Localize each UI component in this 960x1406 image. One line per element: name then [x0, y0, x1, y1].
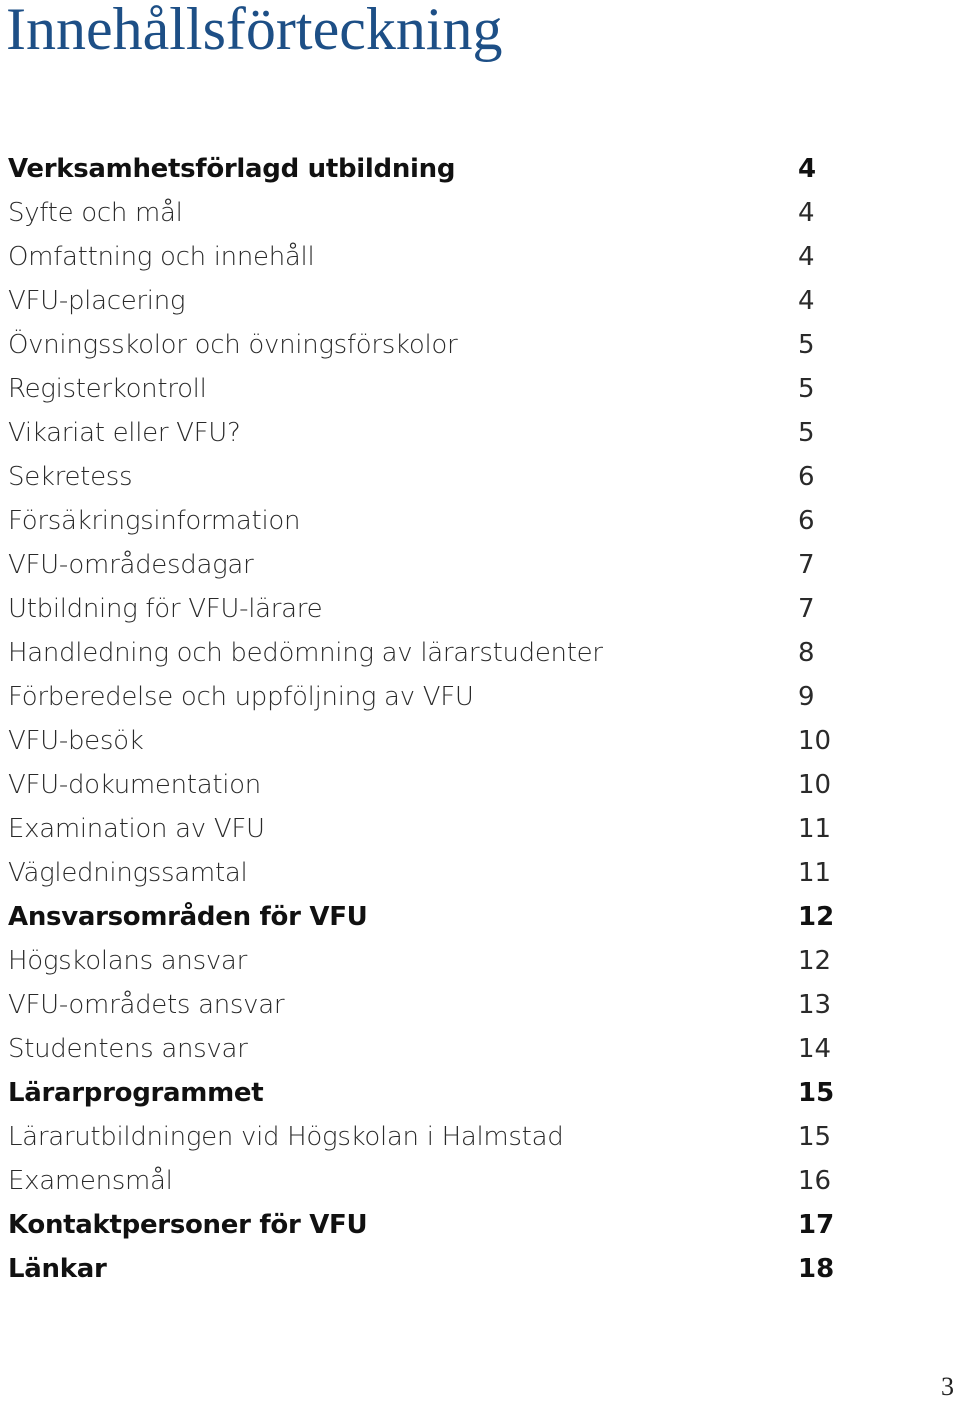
- toc-entry-row[interactable]: [8, 587, 838, 631]
- toc-entry-label: Länkar: [8, 1254, 107, 1284]
- toc-entry-row[interactable]: [8, 367, 838, 411]
- toc-entry-label: VFU-besök: [8, 726, 144, 756]
- toc-entry-row[interactable]: [8, 631, 838, 675]
- toc-entry-label: Syfte och mål: [8, 198, 183, 228]
- toc-heading-row[interactable]: [8, 1071, 838, 1115]
- toc-entry-page: 8: [798, 638, 815, 668]
- toc-entry-row[interactable]: [8, 191, 838, 235]
- toc-entry-label: VFU-dokumentation: [8, 770, 261, 800]
- page-title: Innehållsförteckning: [6, 0, 503, 62]
- toc-entry-label: Handledning och bedömning av lärarstudenter: [8, 638, 603, 668]
- toc-entry-label: Omfattning och innehåll: [8, 242, 315, 272]
- toc-entry-page: 6: [798, 462, 815, 492]
- toc-entry-row[interactable]: [8, 675, 838, 719]
- toc-entry-label: Lärarprogrammet: [8, 1078, 264, 1108]
- toc-entry-row[interactable]: [8, 851, 838, 895]
- toc-entry-page: 4: [798, 198, 815, 228]
- toc-entry-page: 4: [798, 154, 817, 184]
- toc-entry-label: Övningsskolor och övningsförskolor: [8, 330, 458, 360]
- toc-entry-label: Examensmål: [8, 1166, 173, 1196]
- toc-entry-row[interactable]: [8, 983, 838, 1027]
- toc-entry-page: 10: [798, 726, 832, 756]
- toc-entry-label: Högskolans ansvar: [8, 946, 247, 976]
- toc-entry-page: 15: [798, 1122, 832, 1152]
- toc-entry-row[interactable]: [8, 719, 838, 763]
- toc-entry-page: 12: [798, 946, 832, 976]
- toc-entry-page: 4: [798, 286, 815, 316]
- toc-entry-label: VFU-placering: [8, 286, 186, 316]
- toc-entry-row[interactable]: [8, 455, 838, 499]
- toc-entry-page: 17: [798, 1210, 835, 1240]
- toc-entry-row[interactable]: [8, 1159, 838, 1203]
- table-of-contents: [8, 147, 838, 1291]
- toc-entry-page: 16: [798, 1166, 832, 1196]
- toc-entry-page: 6: [798, 506, 815, 536]
- toc-heading-row[interactable]: [8, 1247, 838, 1291]
- toc-entry-row[interactable]: [8, 1115, 838, 1159]
- toc-entry-page: 12: [798, 902, 835, 932]
- toc-entry-label: Registerkontroll: [8, 374, 207, 404]
- toc-entry-row[interactable]: [8, 279, 838, 323]
- toc-heading-row[interactable]: [8, 895, 838, 939]
- toc-entry-label: VFU-områdesdagar: [8, 550, 254, 580]
- toc-entry-label: Försäkringsinformation: [8, 506, 301, 536]
- toc-entry-label: Sekretess: [8, 462, 133, 492]
- toc-entry-page: 7: [798, 594, 815, 624]
- toc-entry-label: Kontaktpersoner för VFU: [8, 1210, 368, 1240]
- toc-entry-label: Studentens ansvar: [8, 1034, 248, 1064]
- toc-entry-row[interactable]: [8, 1027, 838, 1071]
- toc-entry-label: Förberedelse och uppföljning av VFU: [8, 682, 474, 712]
- toc-entry-page: 13: [798, 990, 832, 1020]
- toc-entry-page: 11: [798, 814, 832, 844]
- toc-entry-page: 18: [798, 1254, 835, 1284]
- toc-entry-row[interactable]: [8, 807, 838, 851]
- toc-entry-row[interactable]: [8, 235, 838, 279]
- toc-entry-row[interactable]: [8, 323, 838, 367]
- toc-entry-row[interactable]: [8, 543, 838, 587]
- toc-entry-label: Lärarutbildningen vid Högskolan i Halmstad: [8, 1122, 564, 1152]
- toc-entry-row[interactable]: [8, 939, 838, 983]
- toc-entry-page: 14: [798, 1034, 832, 1064]
- toc-heading-row[interactable]: [8, 1203, 838, 1247]
- toc-entry-page: 7: [798, 550, 815, 580]
- toc-entry-label: Utbildning för VFU-lärare: [8, 594, 323, 624]
- toc-entry-label: Vägledningssamtal: [8, 858, 248, 888]
- toc-entry-label: Vikariat eller VFU?: [8, 418, 241, 448]
- toc-entry-page: 15: [798, 1078, 835, 1108]
- page-number: 3: [941, 1372, 954, 1401]
- toc-entry-row[interactable]: [8, 499, 838, 543]
- toc-entry-page: 4: [798, 242, 815, 272]
- toc-entry-page: 10: [798, 770, 832, 800]
- toc-entry-label: Examination av VFU: [8, 814, 265, 844]
- toc-entry-page: 5: [798, 330, 815, 360]
- toc-heading-row[interactable]: [8, 147, 838, 191]
- toc-entry-label: Ansvarsområden för VFU: [8, 902, 368, 932]
- toc-entry-page: 5: [798, 418, 815, 448]
- toc-entry-label: Verksamhetsförlagd utbildning: [8, 154, 456, 184]
- toc-entry-label: VFU-områdets ansvar: [8, 990, 285, 1020]
- toc-entry-row[interactable]: [8, 411, 838, 455]
- toc-entry-page: 5: [798, 374, 815, 404]
- toc-entry-page: 9: [798, 682, 815, 712]
- toc-entry-row[interactable]: [8, 763, 838, 807]
- toc-entry-page: 11: [798, 858, 832, 888]
